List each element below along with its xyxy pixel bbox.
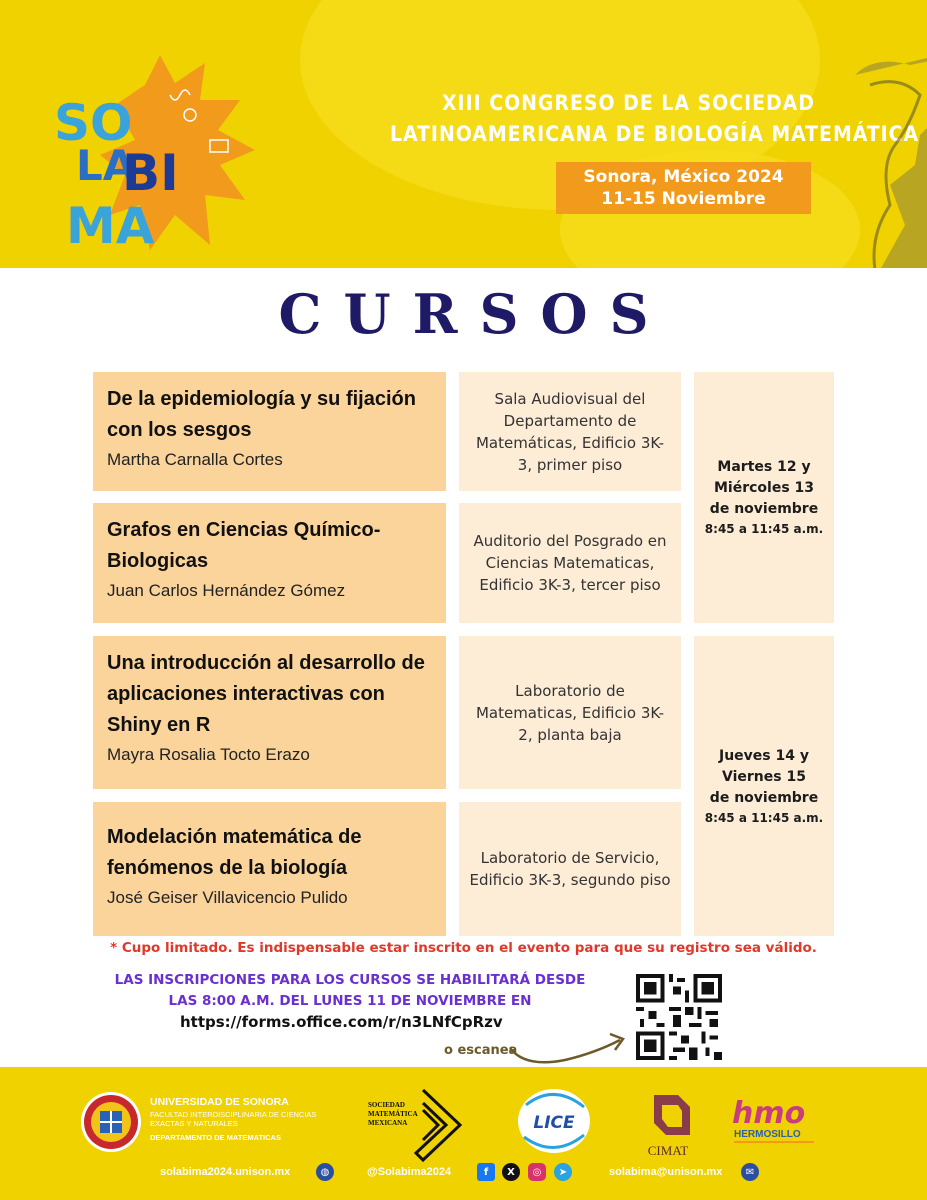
- logo-line: BI: [122, 144, 179, 202]
- course-title: Una introducción al desarrollo de aplicaciones interactivas con Shiny en R: [107, 652, 425, 736]
- course-card: [93, 372, 446, 491]
- dates-text: 11-15 Noviembre: [601, 189, 766, 209]
- solabima-logo: [40, 55, 270, 255]
- lice-logo: [514, 1085, 594, 1157]
- course-author: Juan Carlos Hernández Gómez: [107, 581, 346, 600]
- capacity-note: * Cupo limitado. Es indispensable estar inscrito en el evento para que su registro sea válido.: [110, 940, 817, 956]
- footer: [0, 1067, 927, 1200]
- schedule-time: 8:45 a 11:45 a.m.: [704, 522, 824, 536]
- schedule-line: Miércoles 13: [713, 480, 815, 496]
- location-box: [556, 162, 811, 214]
- course-card: [93, 636, 446, 789]
- statue-image: [850, 55, 927, 268]
- course-location: Auditorio del Posgrado en Ciencias Matematicas, Edificio 3K-3, tercer piso: [459, 503, 681, 623]
- course-title: Grafos en Ciencias Químico-Biologicas: [107, 519, 381, 572]
- schedule-line: Martes 12 y: [717, 459, 811, 475]
- social-handle[interactable]: @Solabima2024: [367, 1166, 452, 1178]
- page-title: CURSOS: [278, 282, 671, 346]
- course-location: Laboratorio de Servicio, Edificio 3K-3, segundo piso: [459, 802, 681, 936]
- course-author: Mayra Rosalia Tocto Erazo: [107, 745, 310, 764]
- course-author: José Geiser Villavicencio Pulido: [107, 888, 348, 907]
- logo-line: MA: [66, 197, 155, 255]
- globe-icon: ◍: [316, 1163, 334, 1181]
- registration-line: LAS INSCRIPCIONES PARA LOS CURSOS SE HABILITARÁ DESDE: [114, 972, 586, 988]
- schedule-line: de noviembre: [709, 789, 819, 806]
- course-card: [93, 802, 446, 936]
- course-title: De la epidemiología y su fijación con los sesgos: [107, 388, 416, 441]
- registration-link[interactable]: https://forms.office.com/r/n3LNfCpRzv: [180, 1013, 503, 1031]
- x-icon[interactable]: X: [502, 1163, 520, 1181]
- location-text: Sonora, México 2024: [583, 167, 784, 187]
- arrow-icon: [505, 1028, 630, 1068]
- lice-text: LICE: [533, 1113, 575, 1133]
- facebook-icon[interactable]: f: [477, 1163, 495, 1181]
- conference-title: [390, 88, 920, 150]
- website-link[interactable]: solabima2024.unison.mx: [160, 1166, 291, 1178]
- mail-icon: ✉: [741, 1163, 759, 1181]
- faculty-name: FACULTAD INTERDISCIPLINARIA DE CIENCIAS EXACTAS Y NATURALES: [150, 1110, 317, 1128]
- email-link[interactable]: solabima@unison.mx: [609, 1166, 723, 1178]
- department-name: DEPARTAMENTO DE MATEMATICAS: [150, 1133, 281, 1142]
- course-location: Sala Audiovisual del Departamento de Matemáticas, Edificio 3K-3, primer piso: [459, 372, 681, 491]
- course-title: Modelación matemática de fenómenos de la biología: [107, 826, 362, 879]
- telegram-icon[interactable]: ➤: [554, 1163, 572, 1181]
- hmo-sub: HERMOSILLO: [734, 1129, 801, 1140]
- smm-name: SOCIEDAD MATEMÁTICA MEXICANA: [368, 1101, 418, 1127]
- course-author: Martha Carnalla Cortes: [107, 450, 283, 469]
- hmo-text: hmo: [732, 1096, 806, 1131]
- registration-text: [90, 970, 610, 1012]
- qr-code[interactable]: [636, 974, 722, 1060]
- logo-line: LA: [76, 141, 136, 190]
- university-name: UNIVERSIDAD DE SONORA: [150, 1096, 289, 1108]
- conference-title-line: XIII CONGRESO DE LA SOCIEDAD: [441, 91, 815, 115]
- registration-line: LAS 8:00 A.M. DEL LUNES 11 DE NOVIEMBRE EN: [168, 993, 532, 1009]
- course-card: [93, 503, 446, 623]
- schedule-card: [694, 372, 834, 623]
- course-location: Laboratorio de Matematicas, Edificio 3K-2, planta baja: [459, 636, 681, 789]
- schedule-line: Viernes 15: [722, 768, 806, 785]
- scan-label: o escanea: [444, 1043, 518, 1058]
- conference-title-line: LATINOAMERICANA DE BIOLOGÍA MATEMÁTICA: [390, 122, 920, 146]
- schedule-line: Jueves 14 y: [719, 747, 809, 764]
- cimat-logo: [640, 1087, 696, 1165]
- logo-line: SO: [54, 94, 133, 152]
- schedule-line: de noviembre: [709, 501, 819, 517]
- schedule-card: [694, 636, 834, 936]
- cimat-text: CIMAT: [647, 1143, 689, 1158]
- hmo-logo: [730, 1091, 825, 1151]
- header-banner: [0, 0, 927, 268]
- instagram-icon[interactable]: ◎: [528, 1163, 546, 1181]
- university-seal: [80, 1091, 142, 1153]
- schedule-time: 8:45 a 11:45 a.m.: [704, 810, 824, 825]
